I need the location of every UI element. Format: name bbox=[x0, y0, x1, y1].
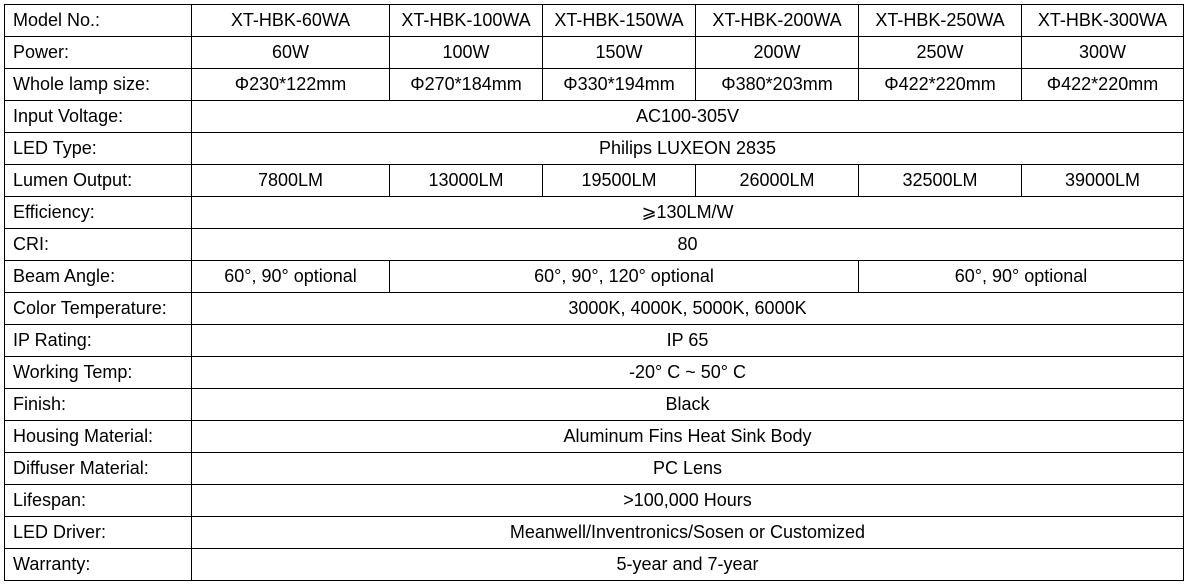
row-label: Whole lamp size: bbox=[5, 69, 192, 101]
efficiency-value: ⩾130LM/W bbox=[192, 197, 1184, 229]
row-efficiency bbox=[5, 197, 1184, 229]
row-label: Beam Angle: bbox=[5, 261, 192, 293]
row-input-voltage bbox=[5, 101, 1184, 133]
model-cell: XT-HBK-250WA bbox=[859, 5, 1022, 37]
row-ip-rating bbox=[5, 325, 1184, 357]
color-temp-value: 3000K, 4000K, 5000K, 6000K bbox=[192, 293, 1184, 325]
power-cell: 300W bbox=[1022, 37, 1184, 69]
row-housing bbox=[5, 421, 1184, 453]
power-cell: 60W bbox=[192, 37, 390, 69]
working-temp-value: -20° C ~ 50° C bbox=[192, 357, 1184, 389]
row-label: Working Temp: bbox=[5, 357, 192, 389]
power-cell: 250W bbox=[859, 37, 1022, 69]
lumen-cell: 26000LM bbox=[696, 165, 859, 197]
row-beam-angle bbox=[5, 261, 1184, 293]
row-label: Lifespan: bbox=[5, 485, 192, 517]
model-cell: XT-HBK-200WA bbox=[696, 5, 859, 37]
row-label: Finish: bbox=[5, 389, 192, 421]
power-cell: 150W bbox=[543, 37, 696, 69]
model-cell: XT-HBK-300WA bbox=[1022, 5, 1184, 37]
lumen-cell: 19500LM bbox=[543, 165, 696, 197]
driver-value: Meanwell/Inventronics/Sosen or Customized bbox=[192, 517, 1184, 549]
housing-value: Aluminum Fins Heat Sink Body bbox=[192, 421, 1184, 453]
row-finish bbox=[5, 389, 1184, 421]
row-power bbox=[5, 37, 1184, 69]
beam-angle-cell: 60°, 90°, 120° optional bbox=[390, 261, 859, 293]
power-cell: 200W bbox=[696, 37, 859, 69]
lumen-cell: 32500LM bbox=[859, 165, 1022, 197]
led-type-value: Philips LUXEON 2835 bbox=[192, 133, 1184, 165]
beam-angle-cell: 60°, 90° optional bbox=[192, 261, 390, 293]
row-label: Housing Material: bbox=[5, 421, 192, 453]
input-voltage-value: AC100-305V bbox=[192, 101, 1184, 133]
lamp-size-cell: Φ380*203mm bbox=[696, 69, 859, 101]
row-label: Warranty: bbox=[5, 549, 192, 581]
row-label: Diffuser Material: bbox=[5, 453, 192, 485]
row-working-temp bbox=[5, 357, 1184, 389]
row-label: Lumen Output: bbox=[5, 165, 192, 197]
row-warranty bbox=[5, 549, 1184, 581]
power-cell: 100W bbox=[390, 37, 543, 69]
row-label: LED Type: bbox=[5, 133, 192, 165]
warranty-value: 5-year and 7-year bbox=[192, 549, 1184, 581]
row-lamp-size bbox=[5, 69, 1184, 101]
model-cell: XT-HBK-150WA bbox=[543, 5, 696, 37]
lumen-cell: 13000LM bbox=[390, 165, 543, 197]
cri-value: 80 bbox=[192, 229, 1184, 261]
beam-angle-cell: 60°, 90° optional bbox=[859, 261, 1184, 293]
row-lumen bbox=[5, 165, 1184, 197]
row-label: Input Voltage: bbox=[5, 101, 192, 133]
model-cell: XT-HBK-60WA bbox=[192, 5, 390, 37]
row-label: Efficiency: bbox=[5, 197, 192, 229]
row-label: Power: bbox=[5, 37, 192, 69]
lumen-cell: 39000LM bbox=[1022, 165, 1184, 197]
ip-rating-value: IP 65 bbox=[192, 325, 1184, 357]
row-diffuser bbox=[5, 453, 1184, 485]
row-led-type bbox=[5, 133, 1184, 165]
row-label: IP Rating: bbox=[5, 325, 192, 357]
lumen-cell: 7800LM bbox=[192, 165, 390, 197]
lamp-size-cell: Φ422*220mm bbox=[1022, 69, 1184, 101]
lifespan-value: >100,000 Hours bbox=[192, 485, 1184, 517]
row-label: CRI: bbox=[5, 229, 192, 261]
row-color-temp bbox=[5, 293, 1184, 325]
finish-value: Black bbox=[192, 389, 1184, 421]
row-label: LED Driver: bbox=[5, 517, 192, 549]
row-lifespan bbox=[5, 485, 1184, 517]
lamp-size-cell: Φ230*122mm bbox=[192, 69, 390, 101]
row-cri bbox=[5, 229, 1184, 261]
lamp-size-cell: Φ270*184mm bbox=[390, 69, 543, 101]
model-cell: XT-HBK-100WA bbox=[390, 5, 543, 37]
diffuser-value: PC Lens bbox=[192, 453, 1184, 485]
lamp-size-cell: Φ330*194mm bbox=[543, 69, 696, 101]
row-model bbox=[5, 5, 1184, 37]
lamp-size-cell: Φ422*220mm bbox=[859, 69, 1022, 101]
row-label: Model No.: bbox=[5, 5, 192, 37]
row-label: Color Temperature: bbox=[5, 293, 192, 325]
spec-table bbox=[4, 4, 1184, 581]
row-driver bbox=[5, 517, 1184, 549]
